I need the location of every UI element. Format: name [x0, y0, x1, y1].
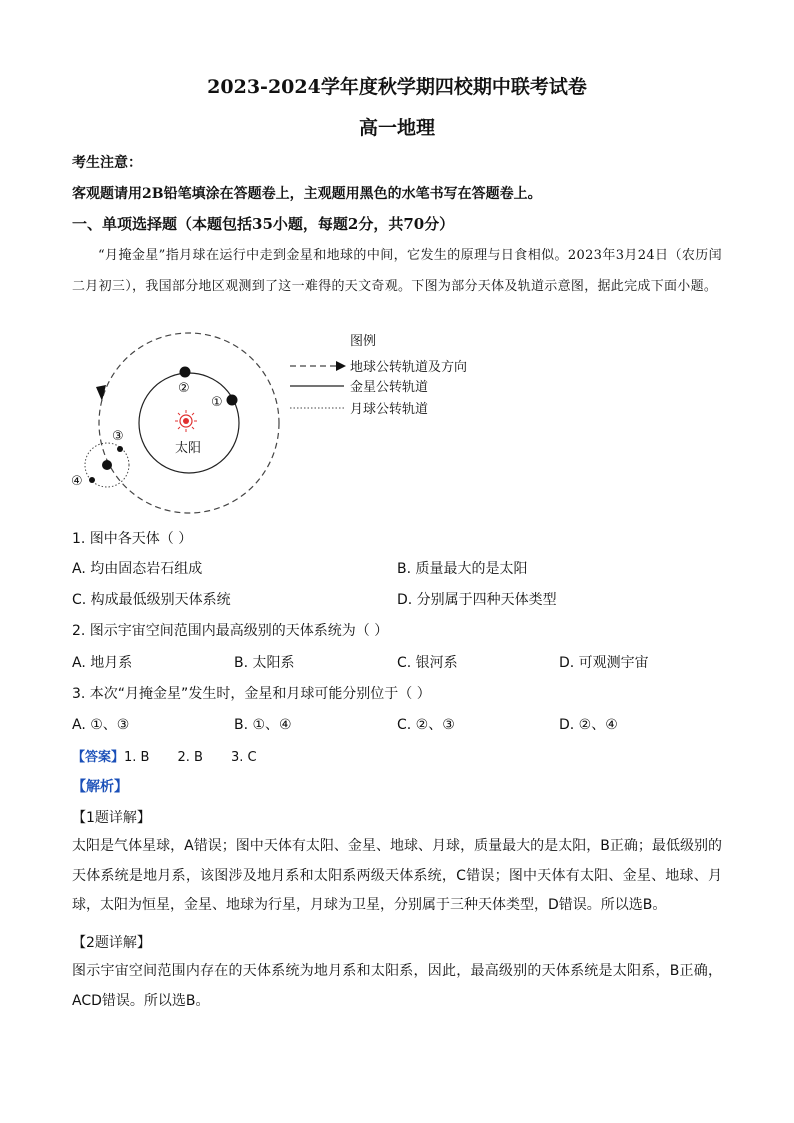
notice-text: 客观题请用2B铅笔填涂在答题卷上，主观题用黑色的水笔书写在答题卷上。 — [72, 186, 542, 202]
question-3-option-a: A. ①、③ — [72, 717, 130, 733]
moon-position-3 — [117, 446, 123, 452]
question-1-option-c: C. 构成最低级别天体系统 — [72, 592, 231, 608]
answer-1: 1. B — [124, 750, 150, 765]
intro-paragraph: “月掩金星”指月球在运行中走到金星和地球的中间，它发生的原理与日食相似。2023年3月24日（农历闰二月初三），我国部分地区观测到了这一难得的天文奇观。下图为部分天体及轨道示意图，据此完成下面小题。 — [72, 248, 722, 294]
question-1-stem: 1. 图中各天体（ ） — [72, 531, 193, 547]
analysis-1-text: 太阳是气体星球，A错误；图中天体有太阳、金星、地球、月球，质量最大的是太阳，B正确；最低级别的天体系统是地月系，该图涉及地月系和太阳系两级天体系统，C错误；图中天体有太阳、金星、地球、月球，太阳为恒星，金星、地球为行星，月球为卫星，分别属于三种天体类型，D错误。所以选B。 — [72, 838, 722, 913]
orbit-diagram — [0, 325, 794, 525]
answer-tag: 【答案】 — [72, 750, 125, 765]
question-3-stem: 3. 本次“月掩金星”发生时，金星和月球可能分别位于（ ） — [72, 686, 431, 702]
earth-orbit — [99, 333, 279, 513]
question-3-option-b: B. ①、④ — [234, 717, 292, 733]
answer-line — [72, 746, 257, 765]
notice-label: 考生注意： — [72, 155, 142, 171]
legend-earth-label: 地球公转轨道及方向 — [350, 360, 468, 375]
question-3-option-c: C. ②、③ — [397, 717, 455, 733]
exam-title: 2023-2024学年度秋学期四校期中联考试卷 — [207, 76, 587, 98]
question-2-option-d: D. 可观测宇宙 — [559, 655, 649, 671]
marker-4: ④ — [71, 474, 83, 489]
moon-position-4 — [89, 477, 95, 483]
marker-1: ① — [211, 395, 223, 410]
marker-2: ② — [178, 381, 190, 396]
question-1-option-d: D. 分别属于四种天体类型 — [397, 592, 557, 608]
sun-icon — [175, 410, 197, 432]
legend-arrow-icon — [336, 361, 346, 371]
answer-3: 3. C — [230, 750, 257, 765]
earth — [102, 460, 112, 470]
sun-label: 太阳 — [175, 441, 202, 456]
question-2-option-b: B. 太阳系 — [234, 655, 295, 671]
venus-position-2 — [180, 367, 191, 378]
question-2-option-c: C. 银河系 — [397, 655, 458, 671]
analysis-2-heading: 【2题详解】 — [72, 935, 151, 951]
section-heading: 一、单项选择题（本题包括35小题，每题2分，共70分） — [72, 215, 455, 233]
legend-venus-label: 金星公转轨道 — [350, 380, 429, 395]
analysis-1-heading: 【1题详解】 — [72, 810, 151, 826]
answer-2: 2. B — [177, 750, 203, 765]
marker-3: ③ — [112, 429, 124, 444]
exam-subject: 高一地理 — [358, 117, 435, 139]
analysis-2-text: 图示宇宙空间范围内存在的天体系统为地月系和太阳系，因此，最高级别的天体系统是太阳系，B正确，ACD错误。所以选B。 — [72, 963, 722, 1009]
question-2-option-a: A. 地月系 — [72, 655, 133, 671]
question-2-stem: 2. 图示宇宙空间范围内最高级别的天体系统为（ ） — [72, 623, 389, 639]
analysis-tag: 【解析】 — [72, 779, 128, 795]
legend-moon-label: 月球公转轨道 — [350, 402, 429, 417]
venus-position-1 — [227, 395, 238, 406]
legend-title: 图例 — [350, 334, 377, 349]
question-1-option-b: B. 质量最大的是太阳 — [397, 561, 528, 577]
question-1-option-a: A. 均由固态岩石组成 — [72, 561, 203, 577]
question-3-option-d: D. ②、④ — [559, 717, 618, 733]
